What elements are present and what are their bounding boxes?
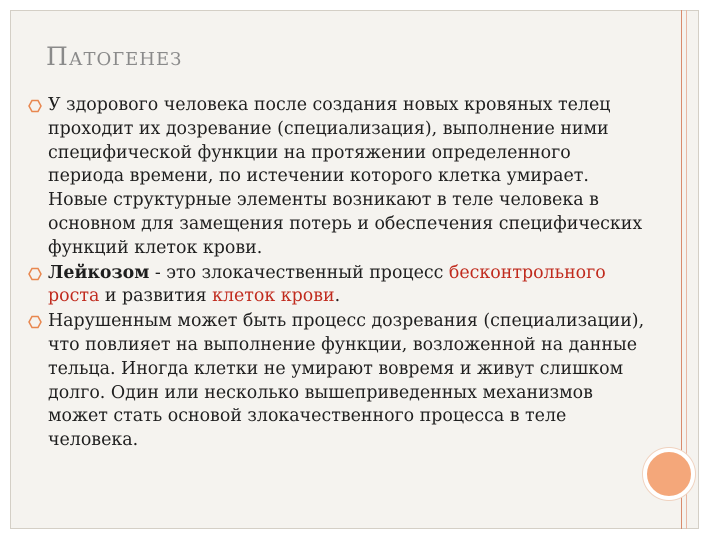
decorative-rail-secondary <box>686 10 687 529</box>
decorative-circle <box>643 448 695 500</box>
highlight-text: бесконтрольного роста <box>48 262 606 307</box>
bullet-text: У здорового человека после создания новых кровяных телец проходит их дозревание (специализация), выполнение ними специфической функции на протяжении определенного периода времени, по истечении которого клетка умирает. Новые структурные элементы возникают в теле человека в основном для замещения потерь и обеспечения специфических функций клеток крови. <box>48 95 643 258</box>
slide-title-rest: АТОГЕНЕЗ <box>68 49 183 70</box>
slide-title <box>46 42 182 71</box>
bullet-item <box>28 310 648 453</box>
highlight-text: клеток крови <box>212 286 335 307</box>
definition-text: . <box>334 286 341 307</box>
bullet-text: Нарушенным может быть процесс дозревания (специализации), что повлияет на выполнение функции, возложенной на данные тельца. Иногда клетки не умирают вовремя и живут слишком долго. Один или несколько вышеприведенных механизмов может стать основой злокачественного процесса в теле человека. <box>48 311 645 451</box>
bullet-item <box>28 262 648 310</box>
definition-text: - это злокачественный процесс <box>149 262 449 283</box>
bullet-text <box>48 262 648 310</box>
hexagon-outline-icon <box>28 315 42 329</box>
bullet-item <box>28 94 648 261</box>
bullet-list <box>28 94 648 454</box>
hexagon-outline-icon <box>28 267 42 281</box>
definition-term: Лейкозом <box>48 262 150 283</box>
hexagon-outline-icon <box>28 99 42 113</box>
definition-text: и развития <box>99 286 213 307</box>
slide-title-initial: П <box>46 42 69 71</box>
